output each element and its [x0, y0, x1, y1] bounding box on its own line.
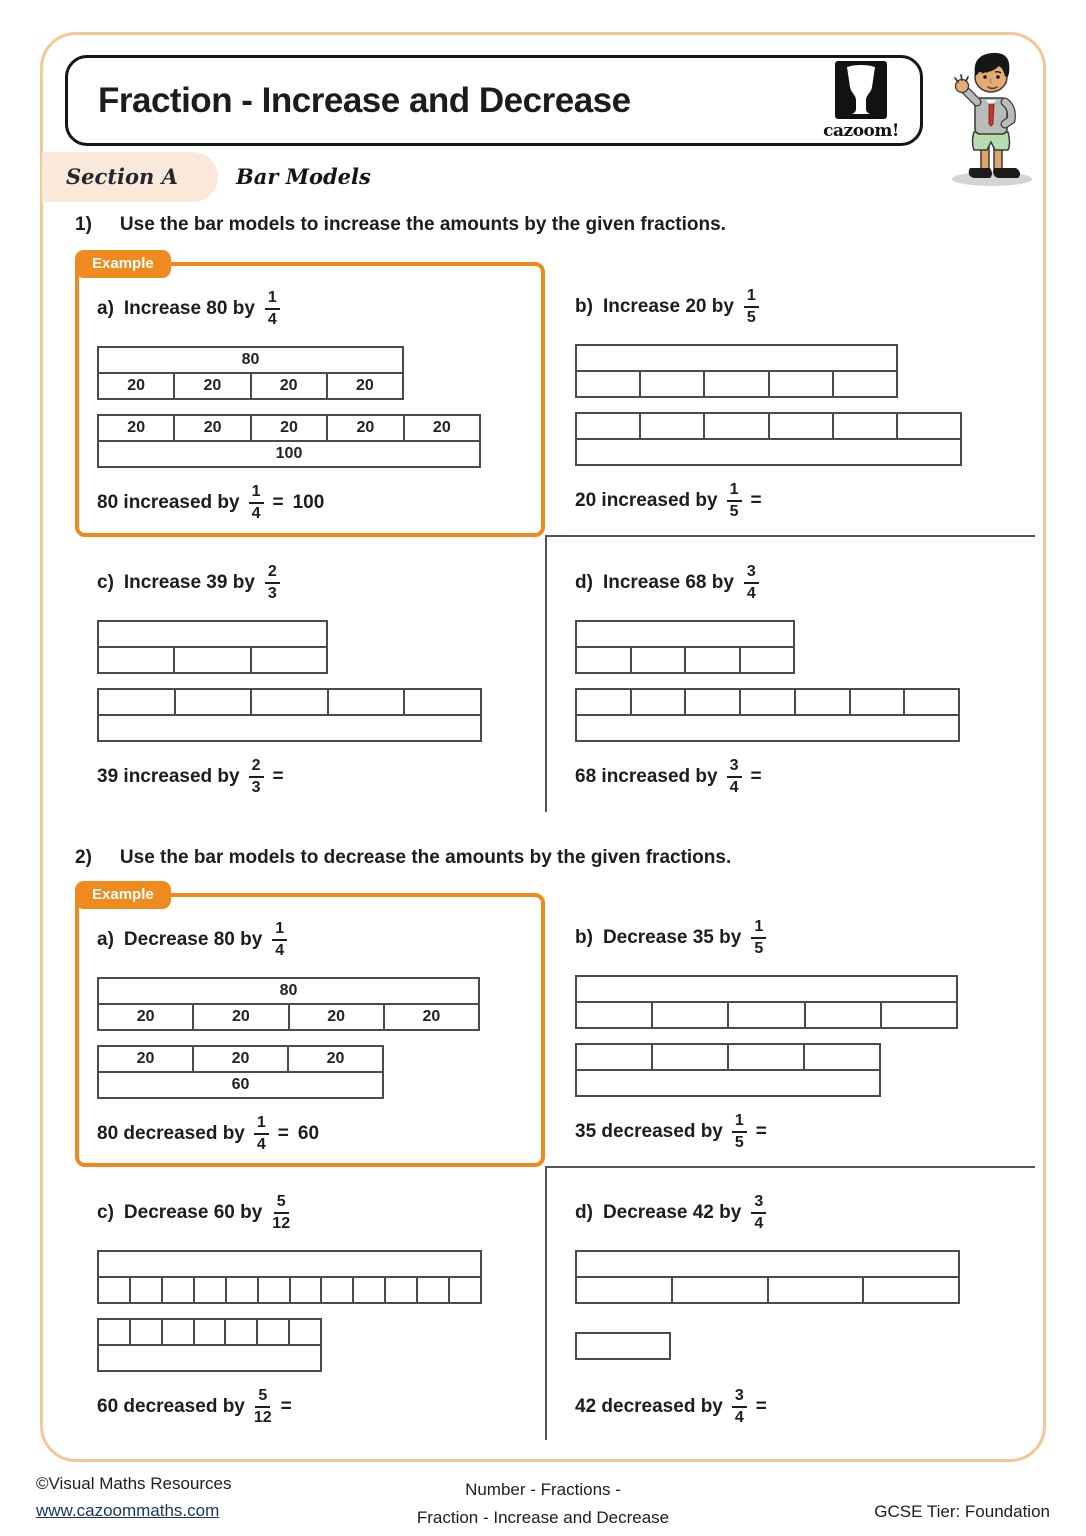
bar-cell: [577, 372, 641, 396]
bar-row: [97, 688, 482, 716]
bar-cell: [99, 648, 175, 672]
bar-row: [575, 646, 795, 674]
result-prefix: 80 decreased by: [97, 1123, 245, 1144]
bar-group: [97, 414, 481, 468]
fraction-numerator: 1: [272, 920, 287, 941]
result-prefix: 60 decreased by: [97, 1396, 245, 1417]
result-value: 100: [292, 492, 325, 513]
section-title: Bar Models: [236, 164, 371, 189]
result-line: [97, 1111, 541, 1157]
result-prefix: 80 increased by: [97, 492, 240, 513]
bar-cell: [882, 1003, 956, 1027]
bar-cell: [226, 1320, 258, 1344]
fraction-denominator: 5: [729, 503, 739, 520]
bar-cell: [252, 690, 329, 714]
fraction: [744, 563, 759, 604]
fraction-denominator: 12: [253, 1409, 272, 1426]
bar-row: [575, 1276, 960, 1304]
bar-cell: [705, 414, 769, 438]
bar-cell: 20: [99, 416, 175, 440]
bar-row: [97, 977, 480, 1005]
bar-cell: [577, 1252, 958, 1276]
bar-cell: [354, 1278, 386, 1302]
bar-row: [575, 438, 962, 466]
fraction-denominator: 4: [256, 1136, 266, 1153]
part-1b: [575, 284, 1035, 524]
result-prefix: 39 increased by: [97, 766, 240, 787]
bar-cell: [577, 440, 960, 464]
bar-row: [97, 414, 481, 442]
bar-cell: 20: [99, 1047, 194, 1071]
divider-horizontal-q1: [545, 535, 1035, 537]
fraction: [751, 1193, 766, 1234]
equals-sign: =: [755, 1121, 767, 1142]
example-box-1: [75, 255, 545, 537]
bar-cell: 20: [355, 377, 374, 394]
part-letter: b): [575, 927, 593, 948]
fraction-denominator: 12: [272, 1215, 291, 1232]
bar-cell: [175, 648, 251, 672]
result-line: [575, 1109, 1035, 1155]
bar-group: [575, 620, 795, 674]
bar-cell: [99, 716, 480, 740]
fraction-denominator: 4: [267, 311, 277, 328]
bar-cell: [577, 1003, 653, 1027]
bar-cell: [632, 690, 687, 714]
part-label: [575, 915, 1035, 961]
bar-row: [575, 1069, 881, 1097]
bar-row: [575, 1043, 881, 1071]
bar-row: [575, 1250, 960, 1278]
fraction: [727, 481, 742, 522]
equals-sign: =: [755, 1396, 767, 1417]
fraction-denominator: 5: [754, 940, 764, 957]
bar-cell: [905, 690, 958, 714]
bar-cell: 80: [241, 351, 260, 368]
bar-cell: [805, 1045, 879, 1069]
equals-sign: =: [750, 490, 762, 511]
bar-cell: [131, 1320, 163, 1344]
bar-cell: 20: [194, 1047, 289, 1071]
fraction-numerator: 1: [732, 1112, 747, 1133]
part-2d: [575, 1190, 1035, 1430]
fraction-denominator: 4: [729, 779, 739, 796]
result-prefix: 35 decreased by: [575, 1121, 723, 1142]
bar-group: [575, 412, 962, 466]
fraction-numerator: 5: [255, 1387, 270, 1408]
bar-cell: 20: [99, 1005, 194, 1029]
fraction-denominator: 4: [275, 942, 285, 959]
bar-cell: 20: [422, 1008, 441, 1025]
footer-category-line2: Fraction - Increase and Decrease: [416, 1508, 670, 1528]
fraction-numerator: 1: [744, 287, 759, 308]
section-label: Section A: [66, 164, 178, 189]
part-label: [575, 560, 1035, 606]
bar-cell: [577, 690, 632, 714]
bar-cell: [577, 648, 632, 672]
part-letter: d): [575, 572, 593, 593]
section-badge: [42, 152, 218, 202]
bar-row: [97, 646, 328, 674]
bar-row: [575, 412, 962, 440]
bar-row: [97, 714, 482, 742]
bar-cell: [258, 1320, 290, 1344]
bar-cell: [641, 414, 705, 438]
fraction: [732, 1112, 747, 1153]
part-letter: c): [97, 1202, 114, 1223]
fraction: [249, 483, 264, 524]
bar-cell: [770, 414, 834, 438]
part-label: [575, 284, 1035, 330]
fraction-numerator: 3: [744, 563, 759, 584]
fraction-denominator: 4: [734, 1409, 744, 1426]
bar-cell: 20: [175, 374, 251, 398]
bar-group: [575, 1043, 881, 1097]
bar-cell: [864, 1278, 958, 1302]
bar-group: [575, 975, 958, 1029]
bar-cell: 60: [231, 1076, 250, 1093]
bar-cell: [577, 1278, 673, 1302]
part-prompt: Increase 80 by: [123, 298, 255, 319]
bar-cell: [796, 690, 851, 714]
bar-cell: [741, 648, 794, 672]
part-prompt: Increase 68 by: [602, 572, 734, 593]
bar-cell: [577, 977, 956, 1001]
bar-model: [575, 620, 1035, 742]
equals-sign: =: [277, 1123, 289, 1144]
equals-sign: =: [280, 1396, 292, 1417]
result-line: [97, 480, 541, 526]
bar-cell: 20: [252, 416, 328, 440]
bar-cell: [653, 1003, 729, 1027]
bar-cell: 20: [432, 419, 451, 436]
bar-row: [575, 370, 898, 398]
bar-row: [97, 1003, 480, 1031]
bar-cell: [131, 1278, 163, 1302]
bar-cell: [834, 372, 896, 396]
fraction-denominator: 5: [734, 1134, 744, 1151]
bar-cell: [806, 1003, 882, 1027]
bar-row: [97, 440, 481, 468]
bar-cell: [769, 1278, 865, 1302]
bar-cell: 20: [99, 374, 175, 398]
bar-cell: [163, 1278, 195, 1302]
bar-cell: [259, 1278, 291, 1302]
part-label: [575, 1190, 1035, 1236]
bar-cell: [195, 1278, 227, 1302]
bar-cell: 100: [275, 445, 303, 462]
fraction: [727, 757, 742, 798]
fraction-numerator: 5: [274, 1193, 289, 1214]
bar-model: [575, 1250, 1035, 1360]
part-prompt: Decrease 60 by: [123, 1202, 263, 1223]
fraction-numerator: 2: [249, 757, 264, 778]
fraction-denominator: 4: [251, 505, 261, 522]
result-prefix: 68 increased by: [575, 766, 718, 787]
bar-cell: [227, 1278, 259, 1302]
bar-cell: [176, 690, 253, 714]
bar-row: [97, 1318, 322, 1346]
bar-row: [97, 372, 404, 400]
question-2-heading: [75, 847, 731, 869]
fraction: [751, 918, 766, 959]
bar-row: [97, 620, 328, 648]
bar-cell: [729, 1045, 805, 1069]
part-label: [97, 560, 547, 606]
bar-cell: [405, 690, 480, 714]
bar-cell: [252, 648, 326, 672]
bar-group: [97, 1250, 482, 1304]
question-text: Use the bar models to decrease the amounts by the given fractions.: [119, 847, 732, 868]
bar-row: [97, 1344, 322, 1372]
fraction-denominator: 5: [746, 309, 756, 326]
bar-cell: [99, 1252, 480, 1276]
fraction-numerator: 1: [265, 289, 280, 310]
fraction-denominator: 4: [746, 585, 756, 602]
bar-cell: [851, 690, 906, 714]
fraction-numerator: 1: [249, 483, 264, 504]
bar-group: [575, 1332, 671, 1360]
bar-cell: [195, 1320, 227, 1344]
question-number: 1): [75, 214, 92, 235]
fraction-numerator: 1: [254, 1114, 269, 1135]
result-value: 60: [297, 1123, 320, 1144]
bar-group: [97, 346, 404, 400]
bar-group: [97, 977, 480, 1031]
fraction: [265, 563, 280, 604]
bar-cell: [99, 1278, 131, 1302]
fraction: [272, 1193, 290, 1234]
bar-cell: [577, 414, 641, 438]
bar-cell: [834, 414, 898, 438]
fraction-denominator: 3: [251, 779, 261, 796]
bar-cell: [898, 414, 960, 438]
part-label: [97, 917, 541, 963]
bar-cell: 20: [252, 374, 328, 398]
bar-group: [97, 620, 328, 674]
part-prompt: Decrease 80 by: [123, 929, 263, 950]
bar-cell: 20: [175, 416, 251, 440]
bar-cell: [450, 1278, 480, 1302]
bar-group: [575, 688, 960, 742]
fraction-numerator: 3: [732, 1387, 747, 1408]
bar-cell: [686, 648, 741, 672]
fraction: [265, 289, 280, 330]
bar-cell: [770, 372, 834, 396]
fraction-numerator: 3: [751, 1193, 766, 1214]
divider-horizontal-q2: [545, 1166, 1035, 1168]
bar-cell: [99, 690, 176, 714]
fraction-numerator: 2: [265, 563, 280, 584]
bar-model: [575, 975, 1035, 1097]
fraction-numerator: 1: [751, 918, 766, 939]
bar-cell: [577, 346, 896, 370]
logo-text: cazoom!: [823, 121, 899, 141]
result-line: [97, 754, 547, 800]
bar-cell: [686, 690, 741, 714]
part-prompt: Decrease 35 by: [602, 927, 742, 948]
bar-cell: [99, 1346, 320, 1370]
example-tab: Example: [75, 250, 171, 278]
fraction: [272, 920, 287, 961]
footer-credit: ©Visual Maths Resources: [36, 1474, 232, 1493]
part-letter: a): [97, 298, 114, 319]
fraction: [732, 1387, 747, 1428]
fraction-denominator: 4: [754, 1215, 764, 1232]
footer-tier: GCSE Tier: Foundation: [874, 1502, 1050, 1521]
bar-cell: [386, 1278, 418, 1302]
bar-cell: [329, 690, 406, 714]
bar-cell: 20: [326, 1050, 345, 1067]
fraction-numerator: 1: [727, 481, 742, 502]
bar-model: [575, 344, 1035, 466]
part-1a: [97, 286, 541, 526]
fraction: [249, 757, 264, 798]
bar-model: [97, 1250, 547, 1372]
part-2b: [575, 915, 1035, 1155]
equals-sign: =: [272, 766, 284, 787]
bar-row: [97, 1250, 482, 1278]
bar-model: [97, 620, 547, 742]
footer-category-line1: Number - Fractions -: [465, 1480, 621, 1499]
part-letter: b): [575, 296, 593, 317]
bar-cell: [290, 1320, 320, 1344]
bar-cell: [729, 1003, 805, 1027]
bar-model: [97, 346, 541, 468]
fraction-numerator: 3: [727, 757, 742, 778]
bar-model: [97, 977, 541, 1099]
part-label: [97, 286, 541, 332]
question-1-heading: [75, 214, 726, 236]
bar-row: [97, 1276, 482, 1304]
part-prompt: Increase 20 by: [602, 296, 734, 317]
part-2c: [97, 1190, 547, 1430]
part-letter: d): [575, 1202, 593, 1223]
bar-cell: 20: [328, 416, 404, 440]
part-prompt: Decrease 42 by: [602, 1202, 742, 1223]
bar-cell: [291, 1278, 323, 1302]
bar-group: [97, 1045, 384, 1099]
bar-row: [575, 688, 960, 716]
fraction-denominator: 3: [267, 585, 277, 602]
bar-group: [575, 1250, 960, 1304]
bar-cell: [641, 372, 705, 396]
bar-group: [97, 1318, 322, 1372]
question-number: 2): [75, 847, 92, 868]
result-line: [575, 1384, 1035, 1430]
bar-cell: [99, 622, 326, 646]
bar-row: [97, 346, 404, 374]
bar-row: [97, 1045, 384, 1073]
bar-group: [97, 688, 482, 742]
logo-glass-icon: [835, 61, 887, 119]
part-prompt: Increase 39 by: [123, 572, 255, 593]
bar-row: [575, 344, 898, 372]
part-2a: [97, 917, 541, 1157]
footer-credit-block: [36, 1474, 232, 1521]
result-prefix: 42 decreased by: [575, 1396, 723, 1417]
example-box-2: [75, 886, 545, 1167]
result-line: [97, 1384, 547, 1430]
bar-row: [575, 714, 960, 742]
bar-cell: 20: [290, 1005, 385, 1029]
result-prefix: 20 increased by: [575, 490, 718, 511]
part-letter: a): [97, 929, 114, 950]
bar-cell: [99, 1320, 131, 1344]
question-text: Use the bar models to increase the amounts by the given fractions.: [119, 214, 726, 235]
part-1d: [575, 560, 1035, 800]
bar-cell: [577, 1334, 669, 1358]
bar-cell: [741, 690, 796, 714]
bar-cell: [577, 622, 793, 646]
fraction: [254, 1114, 269, 1155]
footer-category: [343, 1476, 743, 1532]
bar-cell: [673, 1278, 769, 1302]
fraction: [744, 287, 759, 328]
mascot-illustration: [936, 46, 1044, 188]
result-line: [575, 478, 1035, 524]
bar-cell: [322, 1278, 354, 1302]
equals-sign: =: [750, 766, 762, 787]
bar-cell: 20: [194, 1005, 289, 1029]
bar-row: [575, 1001, 958, 1029]
bar-group: [575, 344, 898, 398]
bar-cell: [632, 648, 687, 672]
bar-cell: [577, 1045, 653, 1069]
bar-cell: [705, 372, 769, 396]
bar-cell: [163, 1320, 195, 1344]
footer-link[interactable]: www.cazoommaths.com: [36, 1501, 220, 1520]
header-box: [65, 55, 923, 146]
part-label: [97, 1190, 547, 1236]
bar-row: [575, 1332, 671, 1360]
bar-cell: [653, 1045, 729, 1069]
bar-row: [97, 1071, 384, 1099]
part-letter: c): [97, 572, 114, 593]
example-tab: Example: [75, 881, 171, 909]
page-title: Fraction - Increase and Decrease: [98, 81, 631, 120]
bar-cell: 80: [279, 982, 298, 999]
bar-cell: [418, 1278, 450, 1302]
bar-cell: [577, 1071, 879, 1095]
part-1c: [97, 560, 547, 800]
bar-row: [575, 975, 958, 1003]
cazoom-logo: [818, 61, 904, 141]
bar-row: [575, 620, 795, 648]
equals-sign: =: [272, 492, 284, 513]
result-line: [575, 754, 1035, 800]
fraction: [254, 1387, 272, 1428]
bar-cell: [577, 716, 958, 740]
